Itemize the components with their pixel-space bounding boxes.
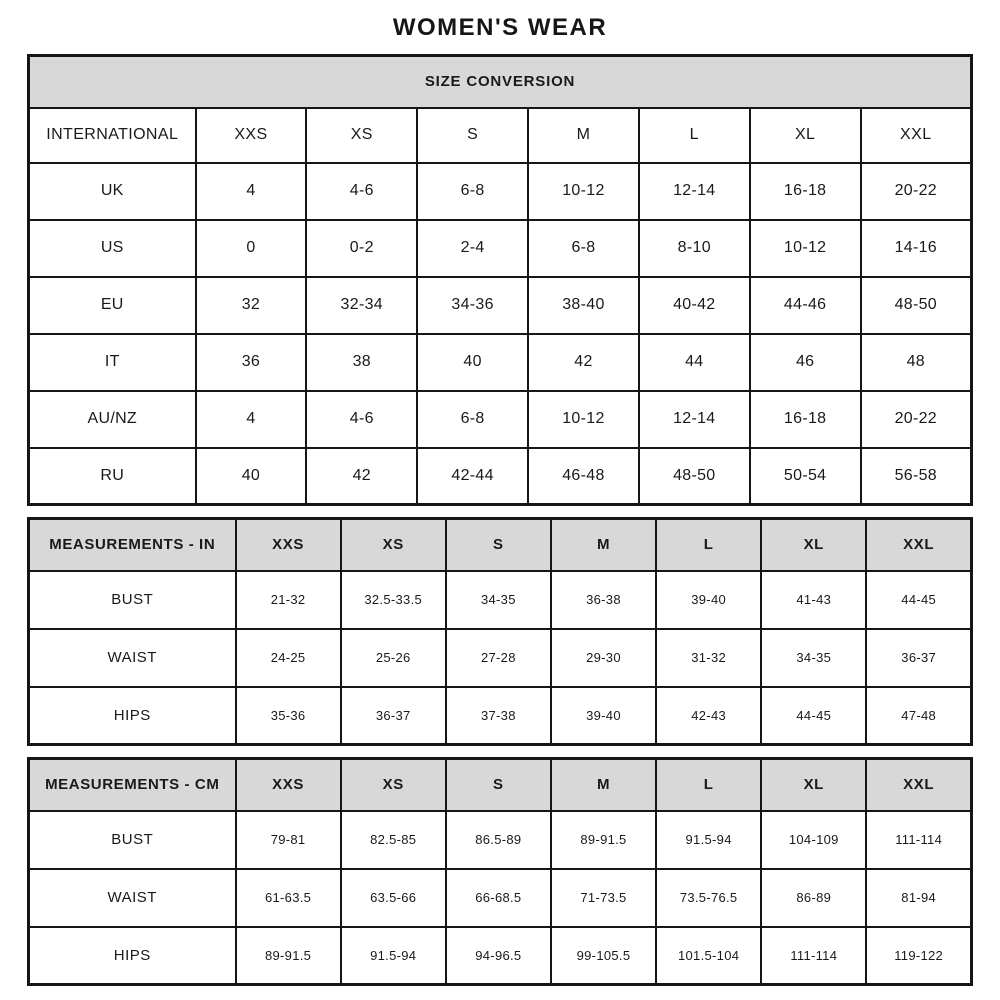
measurement-value: 61-63.5 — [236, 869, 341, 927]
size-column-header: L — [639, 108, 750, 163]
measurement-value: 36-38 — [551, 571, 656, 629]
size-conversion-title: SIZE CONVERSION — [29, 56, 972, 108]
size-column-header: XS — [341, 519, 446, 571]
measurement-value: 36-37 — [341, 687, 446, 745]
measurement-value: 32.5-33.5 — [341, 571, 446, 629]
size-value: 8-10 — [639, 220, 750, 277]
size-value: 4 — [196, 391, 307, 448]
size-value: 46-48 — [528, 448, 639, 505]
measurement-label: HIPS — [29, 927, 236, 985]
measurement-label: BUST — [29, 571, 236, 629]
measurement-value: 44-45 — [761, 687, 866, 745]
measurements-in-body — [29, 571, 972, 745]
size-value: 40 — [417, 334, 528, 391]
size-value: 56-58 — [861, 448, 972, 505]
region-label: IT — [29, 334, 196, 391]
size-value: 44-46 — [750, 277, 861, 334]
measurement-value: 86.5-89 — [446, 811, 551, 869]
size-value: 20-22 — [861, 163, 972, 220]
size-column-header: XXS — [236, 759, 341, 811]
size-value: 12-14 — [639, 163, 750, 220]
measurement-value: 111-114 — [866, 811, 971, 869]
measurement-value: 21-32 — [236, 571, 341, 629]
measurement-value: 42-43 — [656, 687, 761, 745]
region-label: US — [29, 220, 196, 277]
measurement-label: HIPS — [29, 687, 236, 745]
size-column-header: XXL — [861, 108, 972, 163]
size-column-header: XL — [761, 519, 866, 571]
size-value: 4-6 — [306, 391, 417, 448]
size-value: 2-4 — [417, 220, 528, 277]
size-column-header: XL — [750, 108, 861, 163]
measurement-value: 82.5-85 — [341, 811, 446, 869]
measurement-value: 99-105.5 — [551, 927, 656, 985]
measurement-value: 63.5-66 — [341, 869, 446, 927]
size-value: 42 — [528, 334, 639, 391]
measurement-value: 24-25 — [236, 629, 341, 687]
size-conversion-row — [29, 448, 972, 505]
size-column-header: XXL — [866, 759, 971, 811]
size-conversion-row — [29, 220, 972, 277]
size-value: 32-34 — [306, 277, 417, 334]
size-column-header: S — [417, 108, 528, 163]
size-value: 48-50 — [639, 448, 750, 505]
size-value: 0 — [196, 220, 307, 277]
size-value: 10-12 — [750, 220, 861, 277]
measurement-value: 66-68.5 — [446, 869, 551, 927]
measurement-value: 39-40 — [551, 687, 656, 745]
size-value: 12-14 — [639, 391, 750, 448]
size-value: 16-18 — [750, 163, 861, 220]
measurements-cm-body — [29, 811, 972, 985]
measurement-row — [29, 571, 972, 629]
size-conversion-table — [27, 54, 973, 506]
measurement-row — [29, 629, 972, 687]
size-value: 4 — [196, 163, 307, 220]
size-column-header: M — [551, 759, 656, 811]
size-value: 50-54 — [750, 448, 861, 505]
size-conversion-row — [29, 163, 972, 220]
size-value: 32 — [196, 277, 307, 334]
size-value: 16-18 — [750, 391, 861, 448]
measurements-in-table — [27, 517, 973, 746]
size-column-header: S — [446, 759, 551, 811]
measurement-value: 37-38 — [446, 687, 551, 745]
region-label: UK — [29, 163, 196, 220]
size-value: 48 — [861, 334, 972, 391]
measurement-value: 91.5-94 — [656, 811, 761, 869]
measurement-label: WAIST — [29, 869, 236, 927]
size-conversion-row — [29, 277, 972, 334]
measurement-value: 34-35 — [446, 571, 551, 629]
measurement-value: 111-114 — [761, 927, 866, 985]
measurements-cm-title: MEASUREMENTS - CM — [29, 759, 236, 811]
size-column-header: XXL — [866, 519, 971, 571]
measurement-label: WAIST — [29, 629, 236, 687]
measurements-cm-header-row — [29, 759, 972, 811]
size-column-header: S — [446, 519, 551, 571]
measurement-value: 27-28 — [446, 629, 551, 687]
region-label: RU — [29, 448, 196, 505]
international-header-row — [29, 108, 972, 163]
size-value: 40 — [196, 448, 307, 505]
size-value: 48-50 — [861, 277, 972, 334]
measurement-value: 47-48 — [866, 687, 971, 745]
size-column-header: XL — [761, 759, 866, 811]
size-value: 10-12 — [528, 163, 639, 220]
size-column-header: XXS — [236, 519, 341, 571]
size-value: 38-40 — [528, 277, 639, 334]
size-conversion-row — [29, 391, 972, 448]
size-column-header: XS — [341, 759, 446, 811]
size-column-header: XXS — [196, 108, 307, 163]
measurement-value: 31-32 — [656, 629, 761, 687]
size-column-header: L — [656, 519, 761, 571]
international-column-header: INTERNATIONAL — [29, 108, 196, 163]
size-value: 42 — [306, 448, 417, 505]
size-value: 6-8 — [417, 391, 528, 448]
region-label: EU — [29, 277, 196, 334]
measurement-row — [29, 869, 972, 927]
page-title: WOMEN'S WEAR — [392, 14, 608, 41]
size-column-header: L — [656, 759, 761, 811]
size-value: 38 — [306, 334, 417, 391]
measurement-value: 79-81 — [236, 811, 341, 869]
measurement-value: 94-96.5 — [446, 927, 551, 985]
size-value: 10-12 — [528, 391, 639, 448]
measurement-value: 89-91.5 — [236, 927, 341, 985]
measurement-value: 71-73.5 — [551, 869, 656, 927]
measurement-value: 25-26 — [341, 629, 446, 687]
measurements-cm-table — [27, 757, 973, 986]
size-value: 14-16 — [861, 220, 972, 277]
size-value: 40-42 — [639, 277, 750, 334]
size-conversion-banner-row — [29, 56, 972, 108]
size-value: 6-8 — [528, 220, 639, 277]
measurements-in-header-row — [29, 519, 972, 571]
size-value: 36 — [196, 334, 307, 391]
size-value: 42-44 — [417, 448, 528, 505]
measurement-value: 29-30 — [551, 629, 656, 687]
size-conversion-body — [29, 163, 972, 505]
measurement-value: 91.5-94 — [341, 927, 446, 985]
measurement-value: 81-94 — [866, 869, 971, 927]
measurement-row — [29, 687, 972, 745]
measurement-row — [29, 927, 972, 985]
measurement-value: 119-122 — [866, 927, 971, 985]
measurement-value: 39-40 — [656, 571, 761, 629]
measurement-value: 35-36 — [236, 687, 341, 745]
measurement-value: 89-91.5 — [551, 811, 656, 869]
region-label: AU/NZ — [29, 391, 196, 448]
size-value: 4-6 — [306, 163, 417, 220]
measurement-value: 36-37 — [866, 629, 971, 687]
measurement-value: 41-43 — [761, 571, 866, 629]
size-value: 20-22 — [861, 391, 972, 448]
measurement-value: 86-89 — [761, 869, 866, 927]
measurement-row — [29, 811, 972, 869]
size-column-header: M — [528, 108, 639, 163]
measurement-value: 34-35 — [761, 629, 866, 687]
size-column-header: XS — [306, 108, 417, 163]
measurement-label: BUST — [29, 811, 236, 869]
measurement-value: 104-109 — [761, 811, 866, 869]
size-value: 44 — [639, 334, 750, 391]
measurements-in-title: MEASUREMENTS - IN — [29, 519, 236, 571]
size-column-header: M — [551, 519, 656, 571]
size-value: 34-36 — [417, 277, 528, 334]
size-value: 0-2 — [306, 220, 417, 277]
size-value: 6-8 — [417, 163, 528, 220]
measurement-value: 44-45 — [866, 571, 971, 629]
measurement-value: 101.5-104 — [656, 927, 761, 985]
measurement-value: 73.5-76.5 — [656, 869, 761, 927]
size-conversion-row — [29, 334, 972, 391]
size-value: 46 — [750, 334, 861, 391]
